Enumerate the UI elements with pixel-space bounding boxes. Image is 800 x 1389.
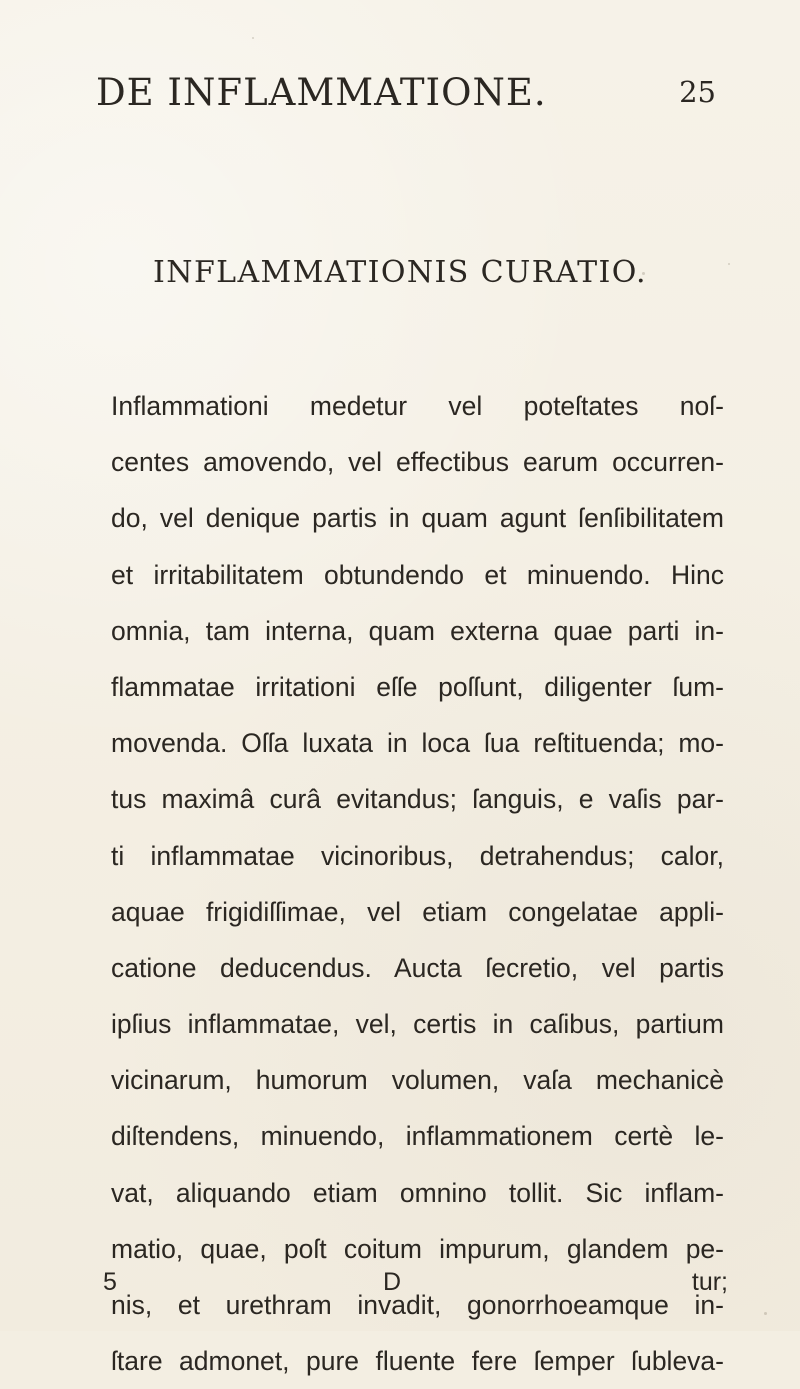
- text-line: flammatae irritationi eſſe poſſunt, diligenter ſum-: [111, 671, 724, 702]
- text-line: nis, et urethram invadit, gonorrhoeamque in-: [111, 1290, 724, 1320]
- page-footer: [103, 1268, 728, 1300]
- text-line: vat, aliquando etiam omnino tollit. Sic inflam-: [111, 1177, 724, 1208]
- text-line: ipſius inflammatae, vel, certis in caſibus, partium: [111, 1009, 724, 1040]
- text-line: do, vel denique partis in quam agunt ſenſibilitatem: [111, 503, 724, 534]
- text-line: aquae frigidiſſimae, vel etiam congelatae appli-: [111, 896, 724, 927]
- text-line: diſtendens, minuendo, inflammationem certè le-: [111, 1121, 724, 1152]
- signature-mark-left: 5: [103, 1268, 117, 1296]
- paper-speck: [252, 37, 254, 39]
- text-line: et irritabilitatem obtundendo et minuendo. Hinc: [111, 559, 724, 590]
- text-line: Inflammationi medetur vel poteſtates noſ-: [111, 391, 724, 421]
- running-title: DE INFLAMMATIONE.: [96, 71, 547, 114]
- text-line: ti inflammatae vicinoribus, detrahendus; calor,: [111, 840, 724, 871]
- text-line: centes amovendo, vel effectibus earum occurren-: [111, 447, 724, 478]
- paper-speck: [764, 1312, 767, 1315]
- text-line: omnia, tam interna, quam externa quae parti in-: [111, 615, 724, 646]
- page-number: 25: [679, 75, 716, 109]
- page-header: [96, 71, 716, 122]
- text-line: vicinarum, humorum volumen, vaſa mechanicè: [111, 1065, 724, 1096]
- text-line: matio, quae, poſt coitum impurum, glandem pe-: [111, 1233, 724, 1264]
- text-line: ſtare admonet, pure fluente fere ſemper ſubleva-: [111, 1346, 724, 1377]
- text-line: catione deducendus. Aucta ſecretio, vel partis: [111, 952, 724, 983]
- text-line: movenda. Oſſa luxata in loca ſua reſtituenda; mo-: [111, 728, 724, 759]
- catchword: tur;: [691, 1268, 728, 1296]
- section-heading: INFLAMMATIONIS CURATIO.: [153, 255, 647, 290]
- body-text: [111, 378, 724, 1389]
- text-line: tus maximâ curâ evitandus; ſanguis, e vaſis par-: [111, 784, 724, 815]
- signature-mark-center: D: [383, 1268, 402, 1296]
